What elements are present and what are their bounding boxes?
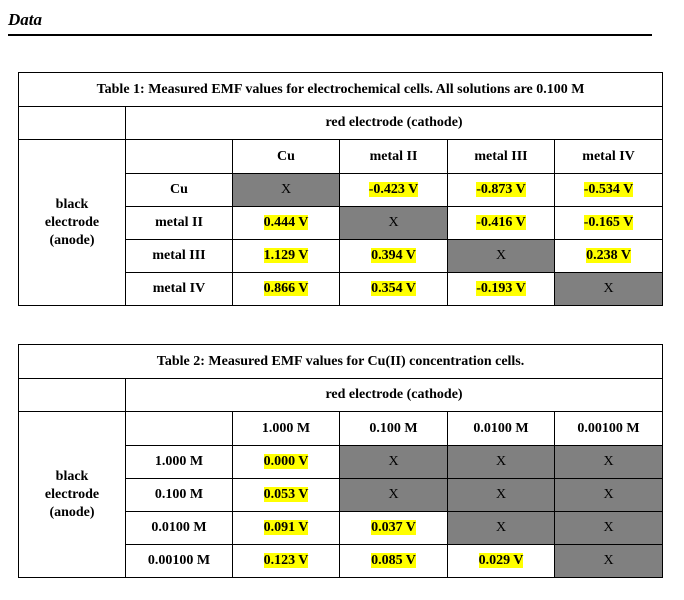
table-1-blank-header [126, 140, 233, 174]
heading-rule [8, 34, 652, 36]
emf-cell [233, 446, 340, 479]
emf-value: 0.037 V [371, 520, 416, 535]
anode-line: electrode [44, 486, 100, 502]
table-2-cathode-header: red electrode (cathode) [126, 379, 663, 412]
table-1-corner-cell [19, 107, 126, 140]
emf-value: 0.123 V [263, 553, 309, 568]
row-label: Cu [126, 174, 233, 207]
emf-value: -0.165 V [583, 215, 634, 230]
emf-cell [448, 207, 555, 240]
row-label: metal II [126, 207, 233, 240]
row-label: 0.00100 M [126, 545, 233, 578]
emf-value: -0.416 V [476, 215, 526, 230]
emf-cell [233, 479, 340, 512]
anode-line: black [55, 468, 89, 484]
emf-value: 0.444 V [263, 215, 309, 230]
row-label: metal IV [126, 273, 233, 306]
na-cell: X [555, 545, 663, 578]
table-1-anode-header [19, 140, 126, 306]
column-header: Cu [233, 140, 340, 174]
emf-cell [233, 512, 340, 545]
emf-value: 1.129 V [263, 248, 309, 263]
column-header: 0.0100 M [448, 412, 555, 446]
na-cell: X [448, 479, 555, 512]
row-label: 1.000 M [126, 446, 233, 479]
na-cell: X [340, 479, 448, 512]
table-2-caption: Table 2: Measured EMF values for Cu(II) concentration cells. [19, 345, 663, 379]
row-label: 0.100 M [126, 479, 233, 512]
na-cell: X [448, 446, 555, 479]
emf-value: 0.238 V [586, 248, 631, 263]
emf-cell [448, 273, 555, 306]
emf-cell [555, 174, 663, 207]
emf-value: 0.394 V [371, 248, 416, 263]
emf-cell [233, 273, 340, 306]
emf-value: 0.085 V [371, 553, 416, 568]
emf-value: -0.423 V [368, 182, 419, 197]
emf-value: 0.000 V [263, 454, 309, 469]
emf-cell [448, 174, 555, 207]
na-cell: X [233, 174, 340, 207]
anode-line: black [55, 196, 89, 212]
table-2-corner-cell [19, 379, 126, 412]
anode-line: electrode [44, 214, 100, 230]
table-1-cathode-header: red electrode (cathode) [126, 107, 663, 140]
emf-cell [555, 207, 663, 240]
emf-cell [340, 174, 448, 207]
emf-value: -0.534 V [583, 182, 634, 197]
emf-value: 0.091 V [263, 520, 309, 535]
emf-value: 0.354 V [371, 281, 416, 296]
na-cell: X [555, 446, 663, 479]
column-header: 0.00100 M [555, 412, 663, 446]
na-cell: X [340, 207, 448, 240]
table-2-anode-header [19, 412, 126, 578]
emf-value: -0.193 V [476, 281, 526, 296]
emf-value: 0.866 V [263, 281, 309, 296]
row-label: 0.0100 M [126, 512, 233, 545]
na-cell: X [555, 479, 663, 512]
emf-cell [233, 207, 340, 240]
emf-value: 0.029 V [478, 553, 524, 568]
anode-line: (anode) [49, 504, 95, 520]
emf-cell [340, 273, 448, 306]
emf-cell [340, 240, 448, 273]
column-header: 0.100 M [340, 412, 448, 446]
emf-table-2 [18, 344, 663, 578]
na-cell: X [555, 512, 663, 545]
na-cell: X [448, 512, 555, 545]
column-header: 1.000 M [233, 412, 340, 446]
column-header: metal II [340, 140, 448, 174]
row-label: metal III [126, 240, 233, 273]
emf-table-1 [18, 72, 663, 306]
table-2-blank-header [126, 412, 233, 446]
section-heading: Data [8, 10, 42, 29]
emf-cell [448, 545, 555, 578]
emf-cell [340, 545, 448, 578]
na-cell: X [555, 273, 663, 306]
emf-value: -0.873 V [476, 182, 526, 197]
column-header: metal III [448, 140, 555, 174]
na-cell: X [340, 446, 448, 479]
emf-value: 0.053 V [263, 487, 309, 502]
emf-cell [233, 240, 340, 273]
anode-line: (anode) [49, 232, 95, 248]
emf-cell [233, 545, 340, 578]
column-header: metal IV [555, 140, 663, 174]
na-cell: X [448, 240, 555, 273]
emf-cell [555, 240, 663, 273]
emf-cell [340, 512, 448, 545]
table-1-caption: Table 1: Measured EMF values for electrochemical cells. All solutions are 0.100 M [19, 73, 663, 107]
